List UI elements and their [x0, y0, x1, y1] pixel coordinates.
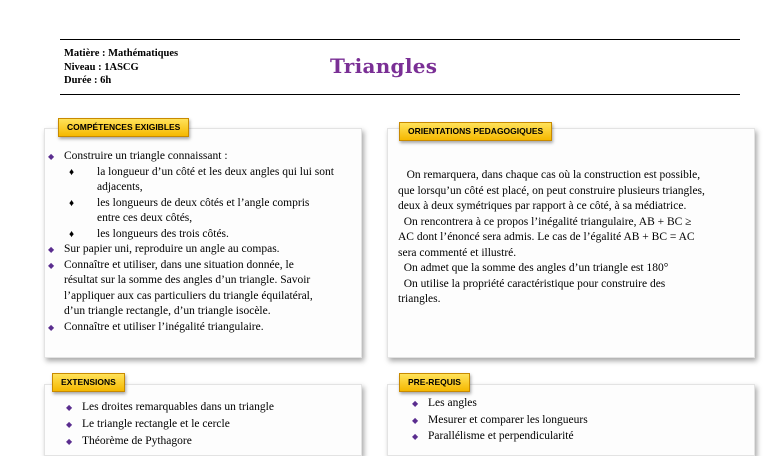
list-item: ◆ Connaître et utiliser, dans une situation donnée, le résultat sur la somme des angles d’un triangle. Savoir l’appliquer aux cas particuliers du triangle équilatéral, d’un triangle rectangle, d’un triangle isocèle. [48, 258, 313, 317]
list-item: ◆ Théorème de Pythagore [82, 434, 352, 450]
prerequis-tag: PRE-REQUIS [399, 373, 470, 392]
diamond-bullet-icon: ◆ [66, 403, 73, 412]
sub-list-item: ♦ les longueurs de deux côtés et l’angle compris entre ces deux côtés, [69, 196, 310, 224]
sub-list-item: ♦ les longueurs des trois côtés. [64, 227, 360, 243]
course-meta [64, 47, 178, 88]
extensions-list [66, 400, 352, 451]
list-item: ◆ Mesurer et comparer les longueurs [412, 413, 588, 426]
competences-list [48, 149, 360, 335]
paragraph: On admet que la somme des angles d’un triangle est 180° [403, 262, 669, 274]
diamond-bullet-icon: ◆ [48, 245, 55, 254]
paragraph: On remarquera, dans chaque cas où la construction est possible, que lorsqu’un côté est placé, on peut construire plusieurs triangles, deux à deux symétriques par rapport à ce côté, à sa médiatrice. [398, 169, 705, 212]
extensions-tag: EXTENSIONS [52, 373, 125, 392]
list-item: ◆ Les angles [412, 397, 477, 409]
header-top-rule [60, 39, 740, 40]
paragraph: On rencontrera à ce propos l’inégalité triangulaire, AB + BC ≥ AC dont l’énoncé sera admis. Le cas de l’égalité AB + BC = AC sera commenté et illustré. [398, 215, 695, 259]
diamond-bullet-icon: ◆ [48, 322, 55, 332]
list-item: ◆ Connaître et utiliser l’inégalité triangulaire. [64, 320, 360, 336]
prerequis-list [412, 396, 728, 446]
sub-list-item: ♦ la longueur d’un côté et les deux angles qui lui sont adjacents, [69, 165, 334, 193]
list-item: ◆ Sur papier uni, reproduire un angle au compas. [64, 242, 360, 258]
list-item: ◆ Le triangle rectangle et le cercle [82, 417, 352, 433]
orientations-text [398, 168, 748, 308]
diamond-bullet-icon: ◆ [66, 420, 73, 429]
page-title: Triangles [330, 54, 438, 78]
paragraph: On utilise la propriété caractéristique pour construire des triangles. [398, 277, 666, 305]
list-item: ◆ Parallélisme et perpendicularité [412, 430, 574, 442]
diamond-sub-bullet-icon: ♦ [69, 197, 75, 209]
diamond-sub-bullet-icon: ♦ [69, 166, 75, 178]
diamond-bullet-icon: ◆ [48, 260, 55, 270]
competences-tag: COMPÉTENCES EXIGIBLES [58, 118, 189, 137]
list-item: ◆ Les droites remarquables dans un triangle [82, 400, 352, 416]
orientations-tag: ORIENTATIONS PEDAGOGIQUES [399, 122, 552, 141]
subject: Matière : Mathématiques [64, 48, 179, 59]
diamond-bullet-icon: ◆ [412, 415, 419, 425]
diamond-bullet-icon: ◆ [48, 152, 55, 161]
level: Niveau : 1ASCG [64, 61, 139, 73]
header-bottom-rule [60, 94, 740, 95]
diamond-bullet-icon: ◆ [66, 437, 73, 446]
diamond-sub-bullet-icon: ♦ [69, 228, 75, 240]
diamond-bullet-icon: ◆ [412, 399, 419, 408]
diamond-bullet-icon: ◆ [412, 432, 419, 441]
list-item: ◆ Construire un triangle connaissant : [64, 149, 360, 165]
duration: Durée : 6h [64, 75, 112, 86]
